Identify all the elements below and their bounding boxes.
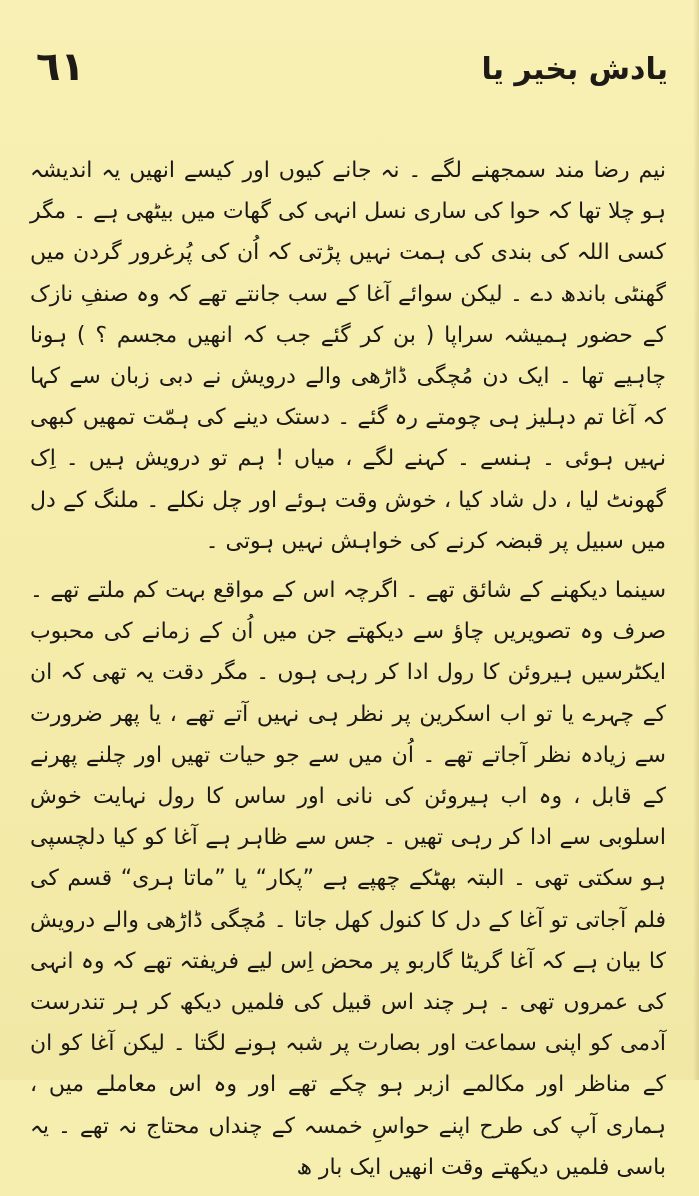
body-text <box>30 150 666 1196</box>
running-title: یادش بخیر یا <box>481 52 668 87</box>
page-header <box>28 44 668 104</box>
page-number: ٦١ <box>36 44 85 90</box>
paragraph-2: سینما دیکھنے کے شائق تھے ۔ اگرچہ اس کے مواقع بہت کم ملتے تھے ۔ صرف وہ تصویریں چاؤ سے دیکھتے جن میں اُن کے زمانے کی محبوب ایکٹرسیں ہیروئن کا رول ادا کر رہی ہوں ۔ مگر دقت یہ تھی کہ ان کے چہرے یا تو اب اسکرین پر نظر ہی نہیں آتے تھے ، یا پھر ضرورت سے زیادہ نظر آجاتے تھے ۔ اُن میں سے جو حیات تھیں اور چلنے پھرنے کے قابل ، وہ اب ہیروئن کی نانی اور ساس کا رول نہایت خوش اسلوبی سے ادا کر رہی تھیں ۔ جس سے ظاہر ہے آغا کو کیا دلچسپی ہو سکتی تھی ۔ البتہ بھٹکے چھپے ہے ”پکار“ یا ”ماتا ہری“ قسم کی فلم آجاتی تو آغا کے دل کا کنول کھل جاتا ۔ مُچگی ڈاڑھی والے درویش کا بیان ہے کہ آغا گریٹا گاربو پر محض اِس لیے فریفتہ تھے کہ وہ انہی کی عمروں تھی ۔ ہر چند اس قبیل کی فلمیں دیکھ کر ہر تندرست آدمی کو اپنی سماعت اور بصارت پر شبہ ہونے لگتا ۔ لیکن آغا کو ان کے مناظر اور مکالمے ازبر ہو چکے تھے اور وہ اس معاملے میں ، ہماری آپ کی طرح اپنے حواسِ خمسہ کے چنداں محتاج نہ تھے ۔ یہ باسی فلمیں دیکھتے وقت انھیں ایک بار ھ <box>30 578 666 1180</box>
page-edge-shadow <box>693 0 699 1080</box>
paragraph-1: نیم رضا مند سمجھنے لگے ۔ نہ جانے کیوں اور کیسے انھیں یہ اندیشہ ہو چلا تھا کہ حوا کی ساری نسل انہی کی گھات میں بیٹھی ہے ۔ مگر کسی اللہ کی بندی کی ہمت نہیں پڑتی کہ اُن کی پُرغرور گردن میں گھنٹی باندھ دے ۔ لیکن سوائے آغا کے سب جانتے تھے کہ وہ صنفِ نازک کے حضور ہمیشہ سراپا ( بن کر گئے جب کہ انھیں مجسم ؟ ) ہونا چاہیے تھا ۔ ایک دن مُچگی ڈاڑھی والے درویش نے دبی زبان سے کہا کہ آغا تم دہلیز ہی چومتے رہ گئے ۔ دستک دینے کی ہمّت تمھیں کبھی نہیں ہوئی ۔ ہنسے ۔ کہنے لگے ، میاں ! ہم تو درویش ہیں ۔ اِک گھونٹ لیا ، دل شاد کیا ، خوش وقت ہوئے اور چل نکلے ۔ ملنگ کے دل میں سبیل پر قبضہ کرنے کی خواہش نہیں ہوتی ۔ <box>30 158 666 554</box>
